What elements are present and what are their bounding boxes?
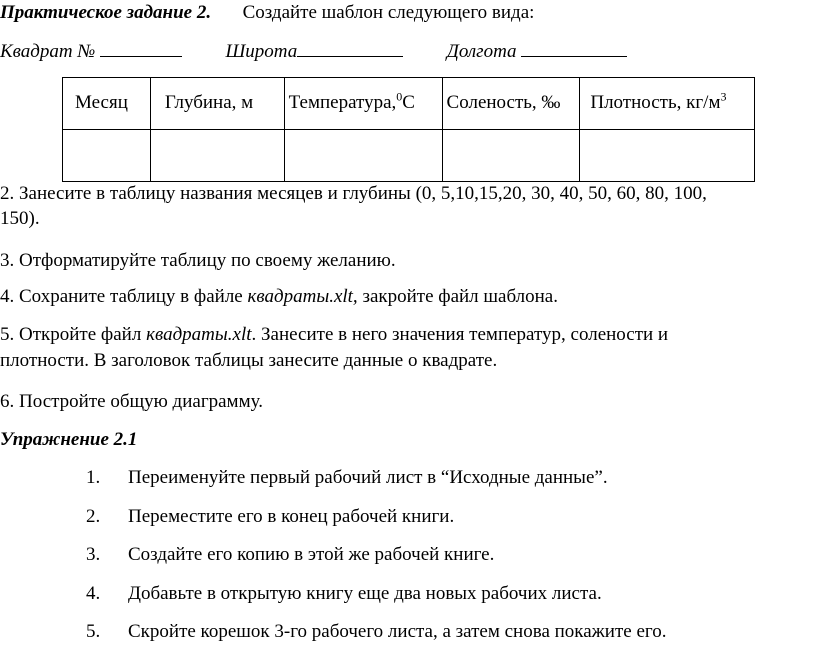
item-number: 1. [86,467,101,488]
item-text: Переместите его в конец рабочей книги. [128,506,455,527]
list-item [86,506,454,529]
table-cell[interactable] [442,130,580,182]
table-cell[interactable] [63,130,151,182]
longitude-blank [521,41,627,57]
item-text: Добавьте в открытую книгу еще два новых рабочих листа. [128,583,602,604]
item-number: 3. [86,544,101,565]
template-table [62,77,755,182]
item-number: 5. [86,621,101,642]
col-month: Месяц [63,78,151,130]
table-empty-row [63,130,755,182]
list-item [86,583,602,606]
list-item [86,621,666,644]
square-blank [100,41,182,57]
step-3: 3. Отформатируйте таблицу по своему желанию. [0,250,396,271]
file-name: квадраты.xlt, [247,286,358,307]
task-header [0,2,534,25]
item-text: Создайте его копию в этой же рабочей книге. [128,544,495,565]
step-2-line-1: 2. Занесите в таблицу названия месяцев и глубины (0, 5,10,15,20, 30, 40, 50, 60, 80, 100, [0,183,707,204]
table-header-row [63,78,755,130]
item-text: Скройте корешок 3-го рабочего листа, а затем снова покажите его. [128,621,667,642]
exercise-title: Упражнение 2.1 [0,429,138,450]
step-4: 4. Сохраните таблицу в файле квадраты.xlt, закройте файл шаблона. [0,286,558,307]
longitude-label: Долгота [446,41,517,62]
col-depth: Глубина, м [150,78,284,130]
file-name: квадраты.xlt [146,324,252,345]
latitude-label: Широта [225,41,298,62]
task-subtitle: Создайте шаблон следующего вида: [242,2,535,23]
template-fields [0,41,627,64]
table-cell[interactable] [284,130,442,182]
square-label: Квадрат № [0,41,96,62]
col-temperature: Температура,$^0$С [284,78,442,130]
list-item [86,544,494,567]
table-cell[interactable] [150,130,284,182]
item-text: Переименуйте первый рабочий лист в “Исходные данные”. [128,467,608,488]
col-salinity: Соленость, ‰ [442,78,580,130]
item-number: 2. [86,506,101,527]
table-cell[interactable] [580,130,755,182]
latitude-blank [297,41,403,57]
step-5-line-2: плотности. В заголовок таблицы занесите данные о квадрате. [0,350,498,371]
col-density: Плотность, $кг/м^3$ [580,78,755,130]
step-6: 6. Постройте общую диаграмму. [0,391,263,412]
task-title: Практическое задание 2. [0,2,212,23]
list-item [86,467,608,490]
step-2-line-2: 150). [0,208,40,229]
item-number: 4. [86,583,101,604]
step-5-line-1: 5. Откройте файл квадраты.xlt. Занесите в него значения температур, солености и [0,324,669,345]
